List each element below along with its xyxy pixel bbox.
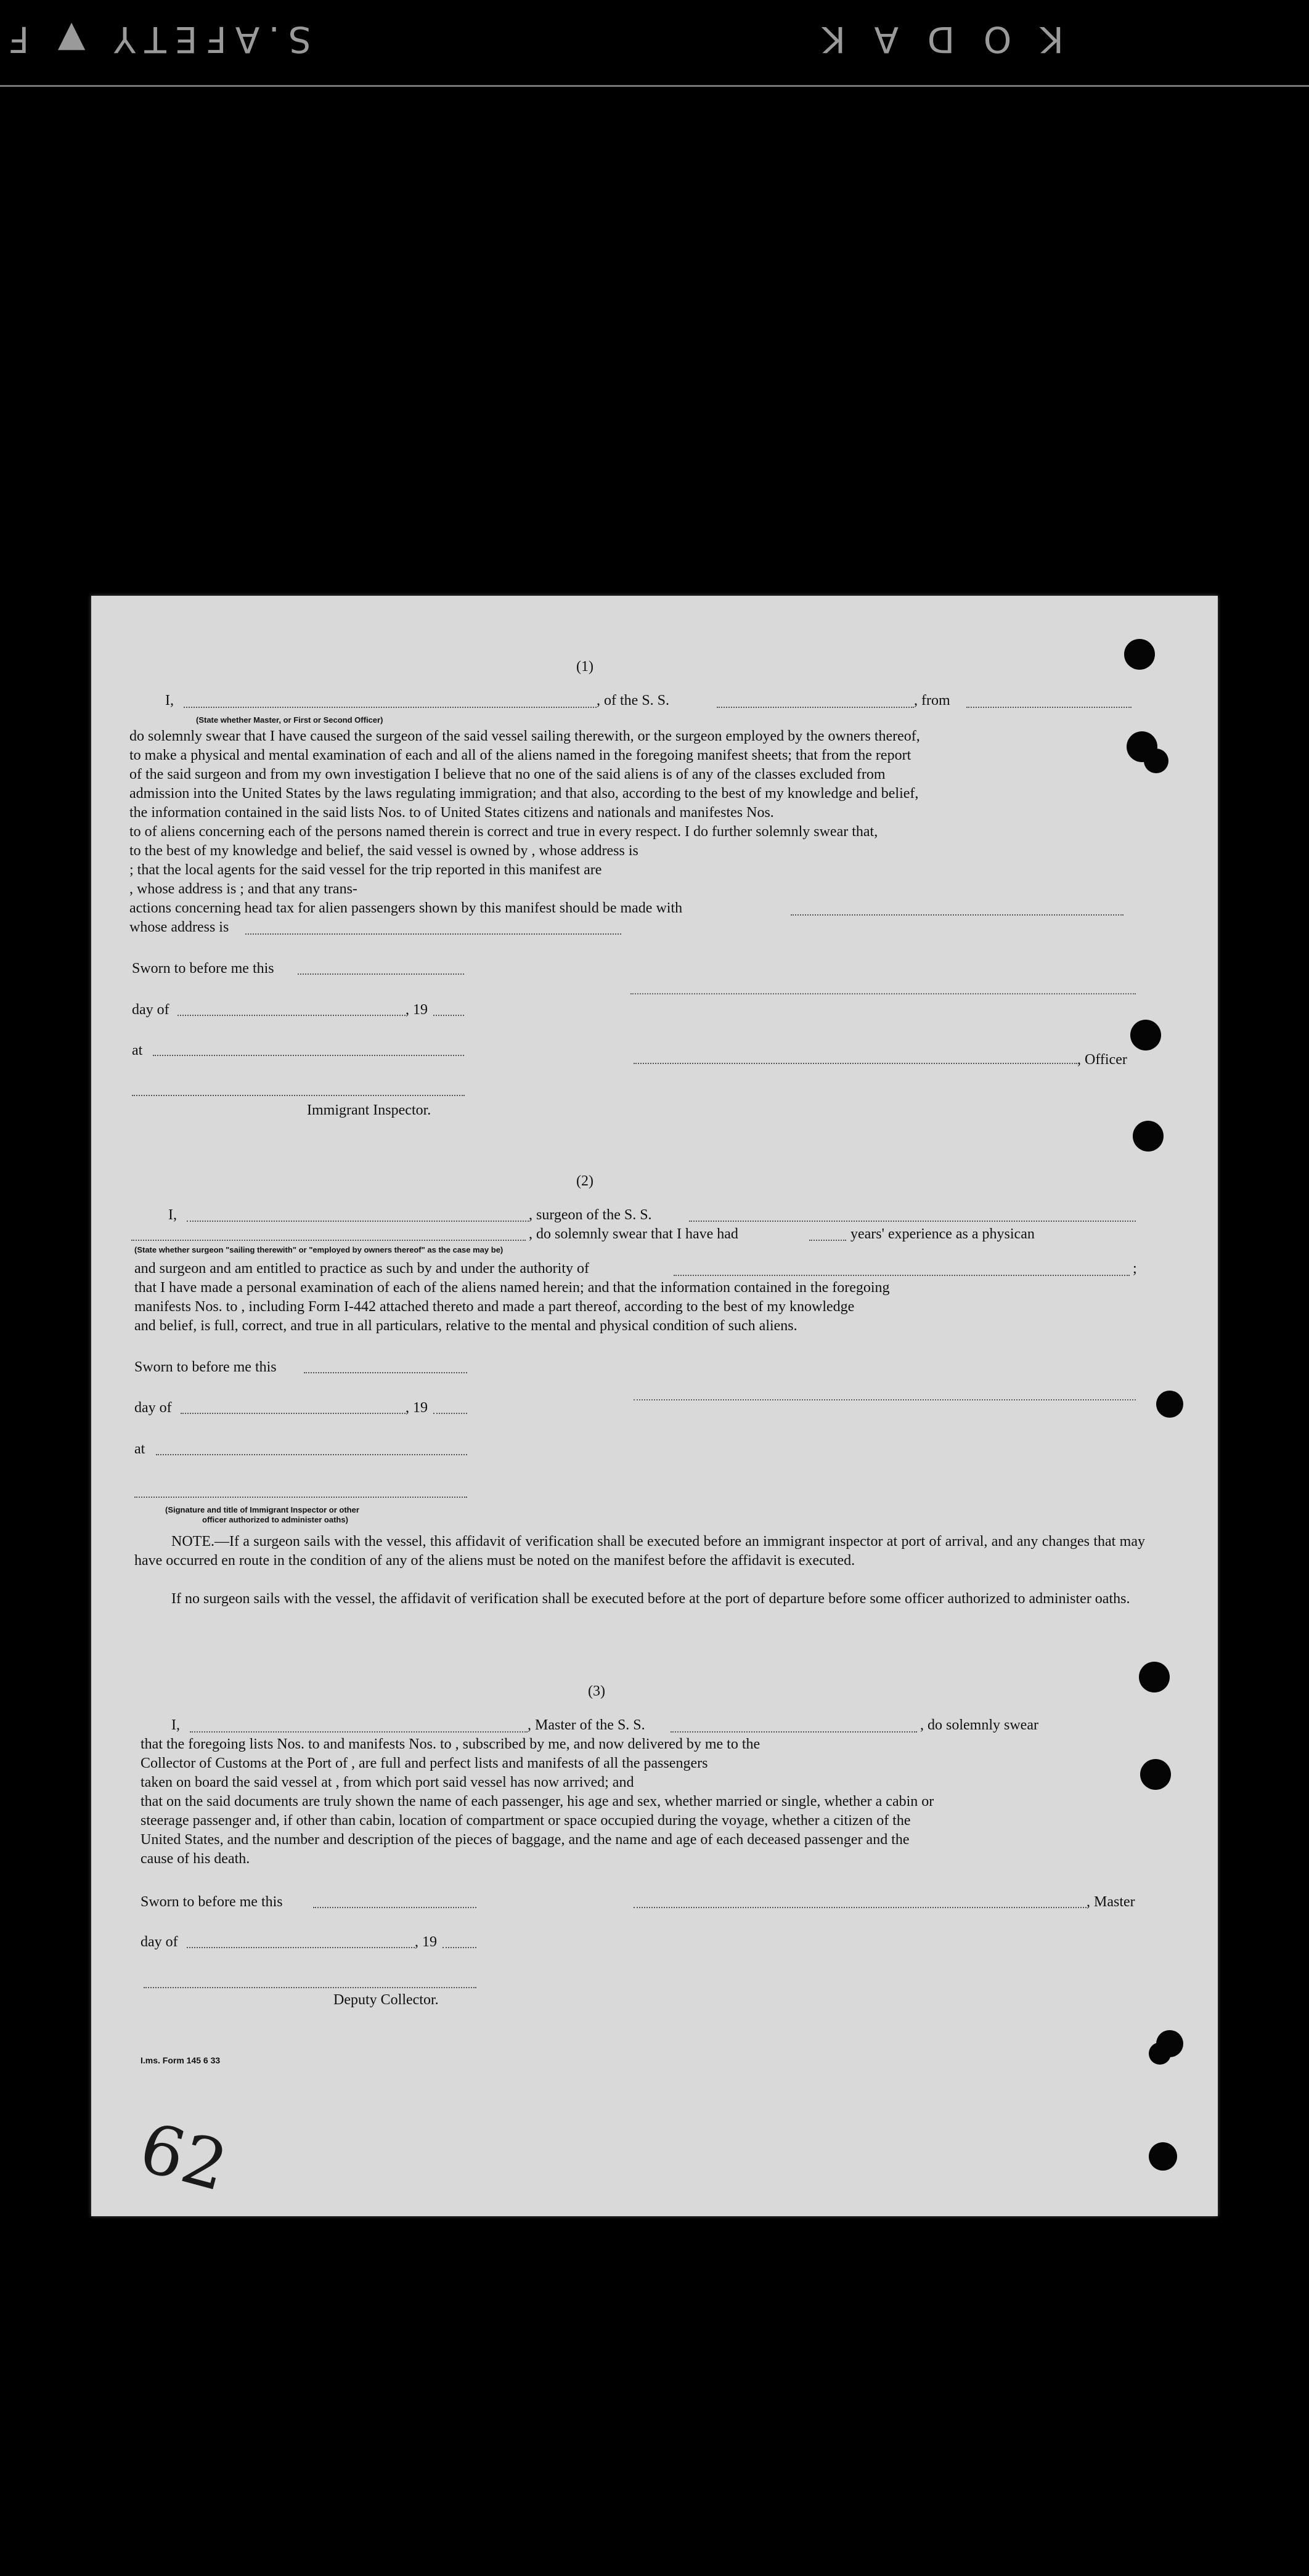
section-3-line: that the foregoing lists Nos. to and manifests Nos. to , subscribed by me, and now delivered by me to the bbox=[141, 1736, 761, 1752]
section-1-sworn-label: Sworn to before me this bbox=[132, 961, 274, 977]
film-edge-line bbox=[0, 85, 1309, 87]
signature-line-surgeon bbox=[634, 1399, 1136, 1400]
blank-authority bbox=[674, 1275, 1130, 1276]
binder-hole bbox=[1156, 1391, 1183, 1418]
blank-agent-address bbox=[245, 933, 621, 935]
section-2-surgeon-of-label: , surgeon of the S. S. bbox=[529, 1207, 652, 1223]
film-edge-text-left: S.AFETY ▼ F bbox=[0, 18, 311, 60]
section-1-line: , whose address is ; and that any trans- bbox=[129, 881, 357, 897]
blank-inspector-signature bbox=[132, 1095, 465, 1096]
section-3-day-of-label: day of bbox=[141, 1934, 178, 1950]
section-2-year-label: , 19 bbox=[406, 1400, 428, 1416]
blank-year-2 bbox=[433, 1413, 467, 1414]
section-2-state-note: (State whether surgeon "sailing therewith" or "employed by owners thereof" as the case may be) bbox=[134, 1245, 504, 1254]
section-3-line: United States, and the number and description of the pieces of baggage, and the name and age of each deceased passenger and the bbox=[141, 1832, 910, 1848]
section-3-line: Collector of Customs at the Port of , are full and perfect lists and manifests of all the passengers bbox=[141, 1755, 708, 1771]
section-2-note-2: If no surgeon sails with the vessel, the affidavit of verification shall be executed before at the port of departure before some officer authorized to administer oaths. bbox=[171, 1591, 1130, 1607]
binder-hole bbox=[1149, 2142, 1177, 2171]
section-2-signature-note-1: (Signature and title of Immigrant Inspector or other bbox=[165, 1505, 359, 1514]
section-3-number: (3) bbox=[588, 1683, 605, 1699]
section-1-line: of the said surgeon and from my own investigation I believe that no one of the said aliens is of any of the classes excluded from bbox=[129, 766, 886, 782]
section-3-master-label: , Master bbox=[1087, 1894, 1135, 1910]
section-2-line: and belief, is full, correct, and true in all particulars, relative to the mental and physical condition of such aliens. bbox=[134, 1318, 797, 1334]
blank-head-tax-agent bbox=[791, 914, 1123, 916]
section-1-number: (1) bbox=[576, 659, 593, 675]
section-1-line: admission into the United States by the laws regulating immigration; and that also, according to the best of my knowledge and belief, bbox=[129, 786, 919, 802]
section-1-inspector-label: Immigrant Inspector. bbox=[307, 1102, 431, 1118]
section-3-line: steerage passenger and, if other than cabin, location of compartment or space occupied during the voyage, whether a citizen of the bbox=[141, 1813, 911, 1829]
binder-hole bbox=[1130, 1020, 1161, 1050]
handwritten-page-number: 62 bbox=[131, 2108, 236, 2206]
section-1-line: ; that the local agents for the said vessel for the trip reported in this manifest are bbox=[129, 862, 602, 878]
section-1-line: to of aliens concerning each of the persons named therein is correct and true in every respect. I do further solemnly swear that, bbox=[129, 824, 878, 840]
section-2-number: (2) bbox=[576, 1173, 593, 1189]
blank-day-of bbox=[177, 1015, 406, 1016]
section-2-signature-note-2: officer authorized to administer oaths) bbox=[202, 1515, 348, 1524]
section-2-line: that I have made a personal examination of each of the aliens named herein; and that the information contained in the foregoing bbox=[134, 1280, 890, 1296]
blank-surgeon-vessel bbox=[689, 1221, 1136, 1222]
section-1-line: the information contained in the said lists Nos. to of United States citizens and nationals and manifestes Nos. bbox=[129, 805, 774, 821]
blank-master-vessel bbox=[671, 1731, 917, 1733]
section-1-line: to the best of my knowledge and belief, the said vessel is owned by , whose address is bbox=[129, 843, 638, 859]
binder-hole bbox=[1139, 1662, 1170, 1692]
blank-from-port bbox=[966, 707, 1132, 708]
section-1-line: actions concerning head tax for alien passengers shown by this manifest should be made with bbox=[129, 900, 683, 916]
blank-day-of-2 bbox=[181, 1413, 406, 1414]
blank-sworn-date-3 bbox=[313, 1907, 476, 1908]
section-1-from-label: , from bbox=[914, 693, 950, 709]
section-2-semicolon: ; bbox=[1133, 1261, 1137, 1277]
binder-hole bbox=[1144, 749, 1168, 773]
section-2-line: manifests Nos. to , including Form I-442 attached thereto and made a part thereof, according to the best of my knowledge bbox=[134, 1299, 855, 1315]
section-1-at-label: at bbox=[132, 1042, 143, 1058]
section-1-of-ss-label: , of the S. S. bbox=[597, 693, 670, 709]
section-2-sworn-label: Sworn to before me this bbox=[134, 1359, 277, 1375]
section-1-year-label: , 19 bbox=[406, 1002, 428, 1018]
blank-at-place bbox=[153, 1055, 464, 1056]
blank-inspector-signature-2 bbox=[134, 1497, 467, 1498]
signature-line-master bbox=[630, 993, 1136, 994]
binder-hole bbox=[1149, 2042, 1171, 2065]
binder-hole bbox=[1133, 1121, 1164, 1152]
blank-year bbox=[433, 1015, 464, 1016]
section-1-state-note: (State whether Master, or First or Second Officer) bbox=[196, 715, 383, 725]
section-3-line: taken on board the said vessel at , from which port said vessel has now arrived; and bbox=[141, 1774, 634, 1790]
blank-master-name bbox=[190, 1731, 528, 1733]
section-2-line: and surgeon and am entitled to practice as such by and under the authority of bbox=[134, 1261, 589, 1277]
film-edge-header bbox=[0, 18, 1309, 74]
blank-officer-signature bbox=[634, 1063, 1077, 1064]
section-2-years-label: years' experience as a physican bbox=[850, 1226, 1035, 1242]
section-2-i-label: I, bbox=[168, 1207, 177, 1223]
section-3-year-label: , 19 bbox=[415, 1934, 437, 1950]
blank-sworn-date bbox=[298, 973, 464, 975]
blank-at-place-2 bbox=[156, 1454, 467, 1455]
section-3-line: that on the said documents are truly shown the name of each passenger, his age and sex, whether married or single, whether a cabin or bbox=[141, 1794, 934, 1810]
section-3-master-of-label: , Master of the S. S. bbox=[528, 1717, 645, 1733]
blank-year-3 bbox=[442, 1947, 476, 1948]
section-1-line: to make a physical and mental examination of each and all of the aliens named in the foregoing manifest sheets; that from the report bbox=[129, 747, 911, 763]
blank-day-of-3 bbox=[187, 1947, 415, 1948]
section-3-sworn-label: Sworn to before me this bbox=[141, 1894, 283, 1910]
binder-hole bbox=[1124, 639, 1155, 670]
section-3-i-label: I, bbox=[171, 1717, 180, 1733]
blank-officer-name bbox=[184, 707, 597, 708]
section-1-line: do solemnly swear that I have caused the surgeon of the said vessel sailing therewith, or the surgeon employed by the owners thereof, bbox=[129, 728, 920, 744]
section-2-note-1: NOTE.—If a surgeon sails with the vessel, this affidavit of verification shall be executed before an immigrant inspector at port of arrival, and any changes that may have occurred en route in the condition of any of the aliens must be noted on the manifest before the affidavit is executed. bbox=[134, 1534, 1145, 1569]
blank-years bbox=[809, 1240, 846, 1241]
section-2-at-label: at bbox=[134, 1441, 145, 1457]
blank-sworn-date-2 bbox=[304, 1372, 467, 1373]
section-1-officer-label: , Officer bbox=[1077, 1052, 1127, 1068]
blank-master-signature bbox=[634, 1907, 1087, 1908]
form-number: I.ms. Form 145 6 33 bbox=[141, 2055, 221, 2065]
section-2-swear-label: , do solemnly swear that I have had bbox=[529, 1226, 738, 1242]
binder-hole bbox=[1140, 1759, 1171, 1790]
blank-vessel-name bbox=[717, 707, 914, 708]
section-3-collector-label: Deputy Collector. bbox=[333, 1992, 439, 2008]
film-edge-text-right: K O D A K bbox=[814, 18, 1064, 60]
blank-collector-signature bbox=[144, 1987, 476, 1988]
section-3-line: cause of his death. bbox=[141, 1851, 250, 1867]
section-1-day-of-label: day of bbox=[132, 1002, 169, 1018]
section-2-day-of-label: day of bbox=[134, 1400, 172, 1416]
section-3-swear-label: , do solemnly swear bbox=[920, 1717, 1038, 1733]
section-1-line: whose address is bbox=[129, 919, 229, 935]
section-1-i-label: I, bbox=[165, 693, 174, 709]
blank-surgeon-name bbox=[187, 1221, 529, 1222]
document-page bbox=[91, 596, 1218, 2216]
